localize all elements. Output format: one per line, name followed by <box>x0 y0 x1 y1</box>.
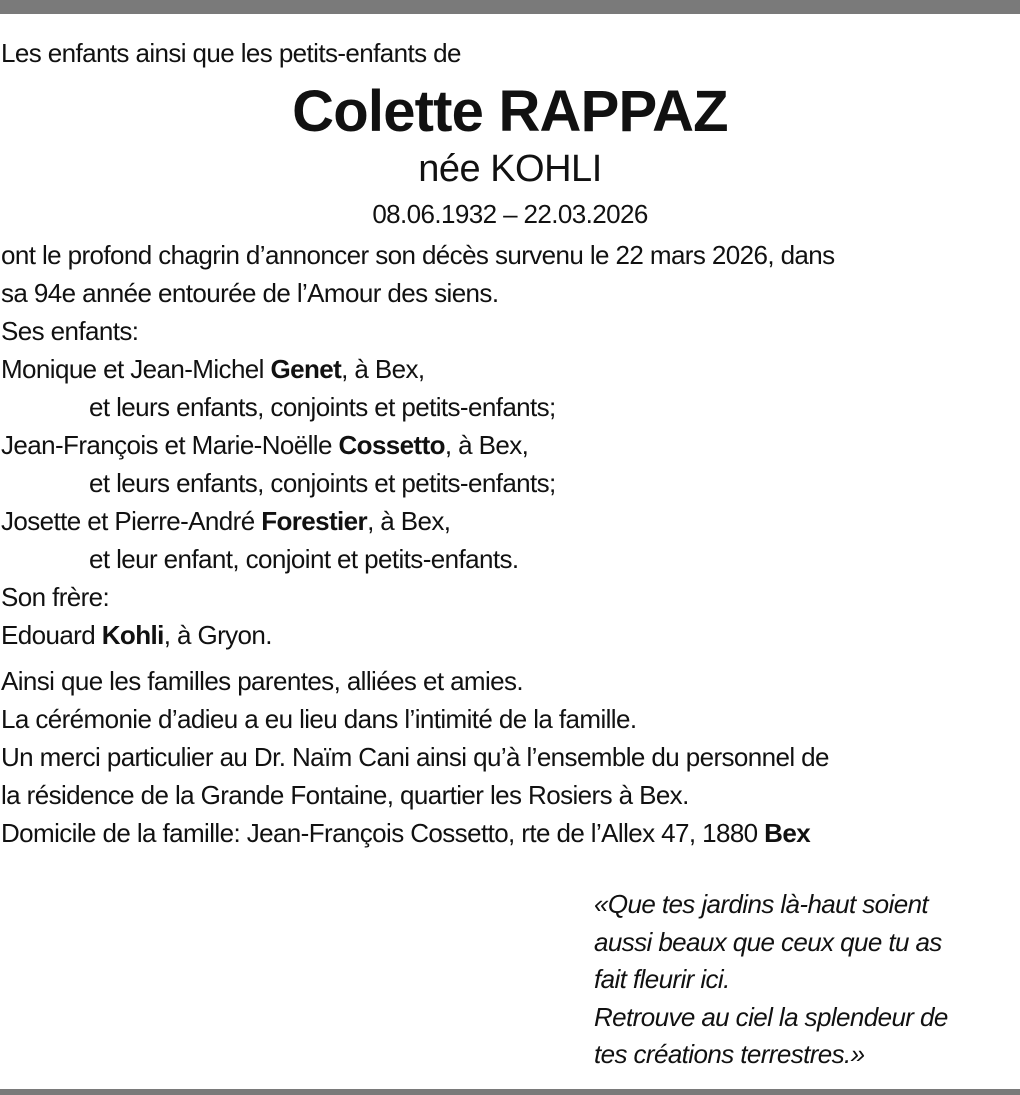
quote-line: aussi beaux que ceux que tu as <box>594 926 942 957</box>
child-descendants: et leur enfant, conjoint et petits-enfants. <box>89 544 519 574</box>
announcement-line-1: ont le profond chagrin d’annoncer son décès survenu le 22 mars 2026, dans <box>1 240 835 270</box>
brother-names: Edouard <box>1 620 102 650</box>
families-line: Ainsi que les familles parentes, alliées et amies. <box>1 666 524 696</box>
ceremony-line: La cérémonie d’adieu a eu lieu dans l’intimité de la famille. <box>1 704 637 734</box>
child-place: , à Bex, <box>341 354 425 384</box>
maiden-name: née KOHLI <box>418 148 602 190</box>
quote-line: «Que tes jardins là-haut soient <box>594 889 929 919</box>
life-dates: 08.06.1932 – 22.03.2026 <box>372 199 648 229</box>
domicile-city: Bex <box>764 818 811 848</box>
domicile-address: Domicile de la famille: Jean-François Cossetto, rte de l’Allex 47, 1880 <box>1 818 765 848</box>
brother-entry <box>1 616 1019 654</box>
quote-line: fait fleurir ici. <box>594 964 730 994</box>
thanks-line-1: Un merci particulier au Dr. Naïm Cani ainsi qu’à l’ensemble du personnel de <box>1 742 829 772</box>
quote-line: tes créations terrestres.» <box>594 1039 865 1069</box>
child-entry <box>1 502 1019 540</box>
quote-line: Retrouve au ciel la splendeur de <box>594 1001 948 1032</box>
brother-heading: Son frère: <box>1 582 110 612</box>
child-entry <box>1 350 1019 388</box>
brother-surname: Kohli <box>101 620 164 650</box>
farewell-quote <box>594 886 1018 1074</box>
child-entry <box>1 426 1019 464</box>
child-place: , à Bex, <box>367 506 451 536</box>
child-surname: Cossetto <box>338 430 445 460</box>
child-names: Monique et Jean-Michel <box>1 354 271 384</box>
deceased-name: Colette RAPPAZ <box>292 79 728 144</box>
child-descendants: et leurs enfants, conjoints et petits-enfants; <box>89 468 556 498</box>
announcement-line-2: sa 94e année entourée de l’Amour des siens. <box>1 278 499 308</box>
child-surname: Forestier <box>261 506 368 536</box>
child-names: Jean-François et Marie-Noëlle <box>1 430 339 460</box>
child-descendants: et leurs enfants, conjoints et petits-enfants; <box>89 392 556 422</box>
intro-text: Les enfants ainsi que les petits-enfants de <box>1 38 461 68</box>
thanks-line-2: la résidence de la Grande Fontaine, quartier les Rosiers à Bex. <box>1 780 689 810</box>
obituary-notice <box>1 34 1019 852</box>
child-surname: Genet <box>270 354 342 384</box>
domicile-line <box>1 814 1019 852</box>
child-place: , à Bex, <box>444 430 529 460</box>
children-heading: Ses enfants: <box>1 316 139 346</box>
top-border-rule <box>0 0 1020 14</box>
bottom-border-rule <box>0 1089 1020 1095</box>
child-names: Josette et Pierre-André <box>1 506 262 536</box>
brother-place: , à Gryon. <box>163 620 272 650</box>
